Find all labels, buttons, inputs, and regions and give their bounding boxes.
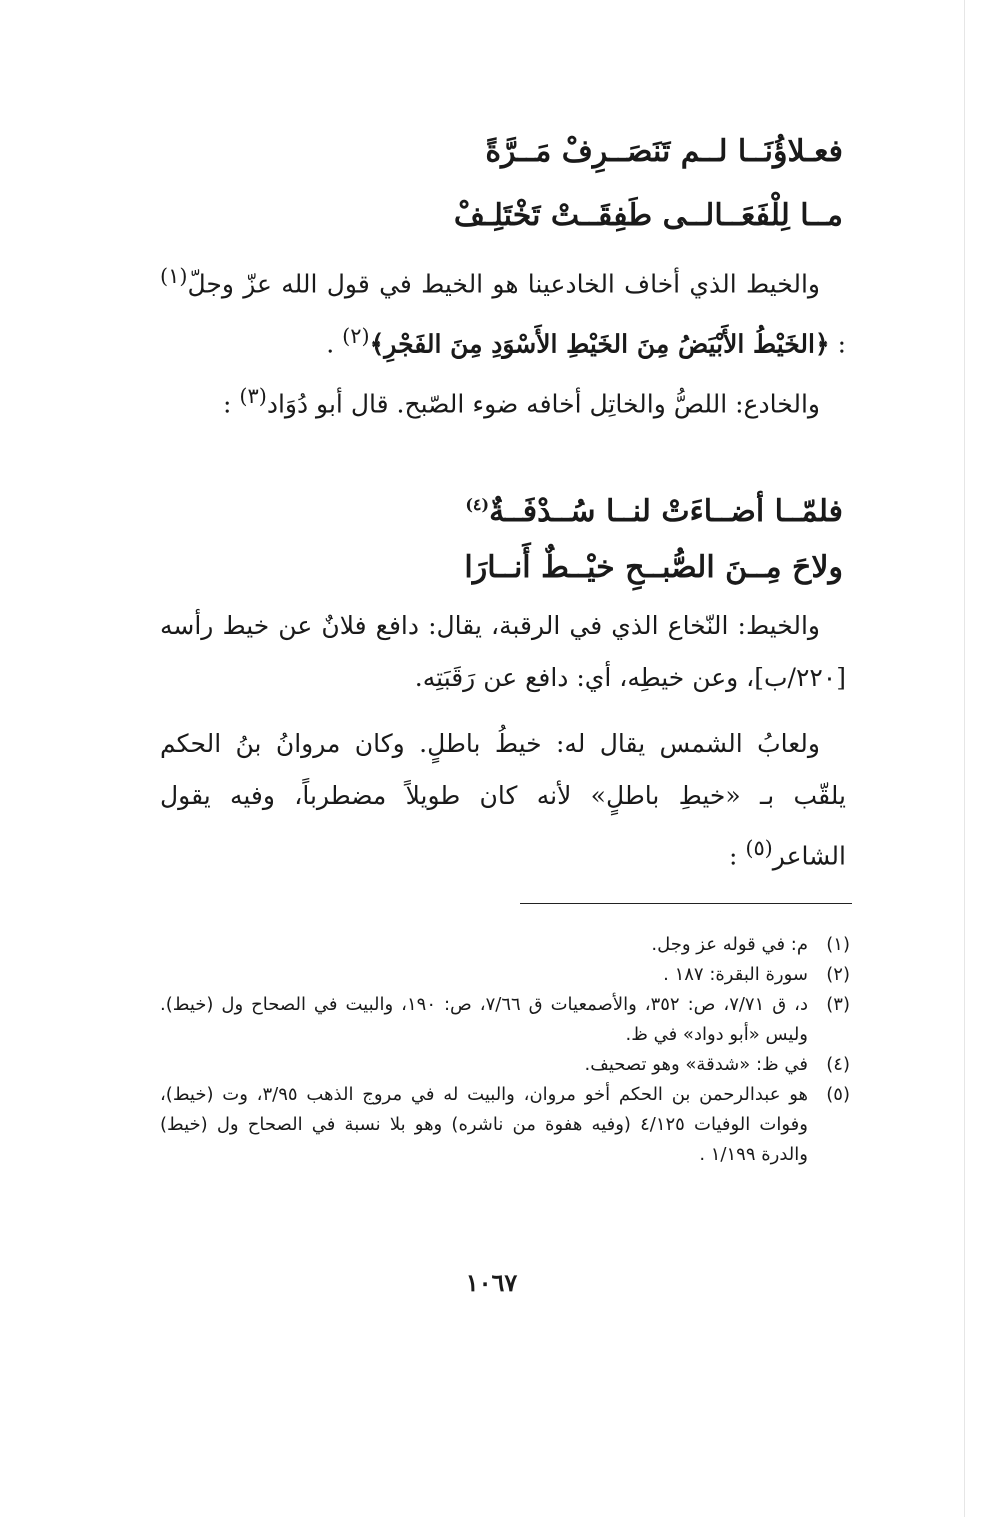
footnote-number: (٤)	[826, 1054, 850, 1075]
page-number: ١٠٦٧	[465, 1268, 518, 1297]
separator-colon: :	[829, 329, 846, 359]
paragraph-text: والخادع: اللصُّ والخاتِل أخافه ضوء الصّبح. قال أبو دُوَاد	[266, 389, 820, 419]
paragraph-khayt-quran	[160, 250, 846, 371]
footnote-ref: (٥)	[745, 836, 773, 860]
footnote-ref: (١)	[160, 264, 188, 288]
footnote-text: في ظ: «شدقة» وهو تصحيف.	[584, 1054, 808, 1075]
footnote-1	[160, 930, 850, 960]
paragraph-text: والخيط: النّخاع الذي في الرقبة، يقال: دافع فلانٌ عن خيط رأسه [٢٢٠/ب]، وعن خيطِه، أي: دافع عن رَقَبَتِه.	[160, 611, 846, 692]
paragraph-nukha	[160, 600, 846, 704]
footnote-number: (١)	[826, 934, 850, 955]
sentence-end: :	[728, 841, 746, 871]
footnote-4	[160, 1050, 850, 1080]
footnote-text: د، ق ٧/٧١، ص: ٣٥٢، والأصمعيات ق ٧/٦٦، ص: ١٩٠، والبيت في الصحاح ول (خيط). وليس «أبو دواد» في ظ.	[160, 994, 808, 1045]
footnote-5	[160, 1080, 850, 1170]
footnote-3	[160, 990, 850, 1050]
footnote-ref: (٢)	[342, 324, 370, 349]
footnote-number: (٣)	[826, 994, 850, 1015]
footnote-ref: (٤)	[465, 495, 490, 514]
footnote-ref: (٣)	[239, 384, 267, 408]
verse2-line-1	[465, 485, 843, 532]
sentence-end: .	[326, 329, 343, 359]
quran-quote: ﴿الخَيْطُ الأَبْيَضُ مِنَ الخَيْطِ الأَسْوَدِ مِنَ الفَجْرِ﴾	[369, 329, 830, 359]
footnote-number: (٢)	[826, 964, 850, 985]
footnote-number: (٥)	[826, 1084, 850, 1105]
verse-line-2: مــا لِلْفَعَــالــى طَفِقَــتْ تَخْتَلِـفْ	[453, 198, 843, 233]
footnote-2	[160, 960, 850, 990]
footnote-text: سورة البقرة: ١٨٧ .	[663, 964, 808, 985]
paragraph-text: والخيط الذي أخاف الخادعينا هو الخيط في قول الله عزّ وجلّ	[187, 269, 820, 299]
sentence-end: :	[222, 389, 240, 419]
footnote-text: هو عبدالرحمن بن الحكم أخو مروان، والبيت له في مروج الذهب ٣/٩٥، وت (خيط)، وفوات الوفيات ٤/١٢٥ (وفيه هفوة من ناشره) وهو بلا نسبة في الصحاح ول (خيط) والدرة ١/١٩٩ .	[160, 1084, 809, 1165]
verse-line-1: فعـلاؤُنَــا لــم تَنَصَــرِفْ مَــرَّةً	[485, 134, 843, 169]
paragraph-khadi	[160, 370, 846, 430]
paragraph-luab-shams	[160, 718, 846, 882]
verse-text: فلمّــا أضــاءَتْ لنــا سُــدْفَــةٌ	[489, 494, 843, 529]
footnote-separator	[520, 903, 852, 904]
footnotes	[160, 930, 850, 1170]
footnote-text: م: في قوله عز وجل.	[651, 934, 808, 955]
verse2-line-2: ولاحَ مِــنَ الصُّبــحِ خيْــطٌ أَنــارَا	[464, 550, 843, 585]
paragraph-text: ولعابُ الشمس يقال له: خيطُ باطلٍ. وكان مروانُ بنُ الحكم يلقّب بـ «خيطِ باطلٍ» لأنه كان طويلاً مضطرباً، وفيه يقول الشاعر	[160, 729, 846, 871]
